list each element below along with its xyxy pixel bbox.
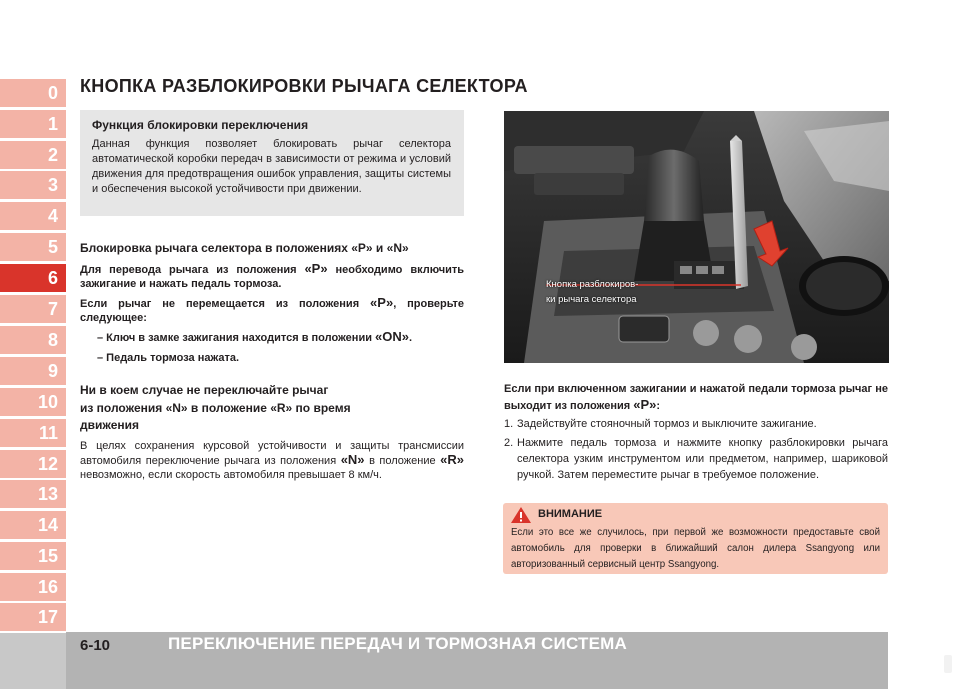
bullet1-text-b: . — [409, 332, 413, 344]
step-1-text: Задействуйте стояночный тормоз и выключите зажигание. — [517, 418, 817, 430]
warning-text: Если это все же случилось, при первой же возможности предоставьте свой автомобиль для проверки в ближайший салон дилера Ssangyong или авторизованный сервисный центр Ssangyong. — [511, 527, 880, 570]
lock-bullet-1 — [97, 330, 467, 345]
never-symbol-r: «R» — [440, 452, 464, 467]
never-heading-line-1: Ни в коем случае не переключайте рычаг — [80, 383, 329, 397]
page-title: КНОПКА РАЗБЛОКИРОВКИ РЫЧАГА СЕЛЕКТОРА — [80, 76, 528, 96]
lock-paragraph-1 — [80, 262, 464, 291]
never-text-c: невозможно, если скорость автомобиля превышает 8 км/ч. — [80, 469, 382, 481]
warning-title: ВНИМАНИЕ — [538, 508, 603, 520]
step-2-number: 2. — [504, 437, 514, 449]
page-number: 6-10 — [80, 637, 111, 654]
chapter-tab-11[interactable]: 11 — [0, 419, 66, 447]
chapter-tab-16[interactable]: 16 — [0, 573, 66, 601]
chapter-tab-14[interactable]: 14 — [0, 511, 66, 539]
lock-p2-text-b: , проверьте следующее: — [80, 298, 465, 324]
troubleshoot-text-a: Если при включенном зажигании и нажатой педали тормоза рычаг не выходит из положения — [504, 383, 888, 412]
step-1-number: 1. — [504, 418, 514, 430]
never-symbol-n: «N» — [340, 452, 365, 467]
footer-section-title: ПЕРЕКЛЮЧЕНИЕ ПЕРЕДАЧ И ТОРМОЗНАЯ СИСТЕМА — [168, 634, 627, 653]
photo-caption-line-2: ки рычага селектора — [546, 294, 637, 305]
chapter-tab-15[interactable]: 15 — [0, 542, 66, 570]
chapter-tab-5[interactable]: 5 — [0, 233, 66, 261]
chapter-tab-12[interactable]: 12 — [0, 450, 66, 478]
chapter-tab-3[interactable]: 3 — [0, 171, 66, 199]
lock-paragraph-2 — [80, 296, 464, 325]
photo-caption-line-1: Кнопка разблокиров- — [546, 279, 639, 290]
tab-strip-bottom — [0, 633, 66, 689]
chapter-tab-10[interactable]: 10 — [0, 388, 66, 416]
info-box-text: Данная функция позволяет блокировать рычаг селектора автоматической коробки передач в зависимости от режима и условий движения для предотвращения ошибок управления, защиты системы и обеспечения высокой устойчивости при движении. — [92, 138, 451, 195]
lock-p2-text-a: Если рычаг не перемещается из положения — [80, 298, 371, 310]
chapter-tab-6[interactable]: 6 — [0, 264, 66, 292]
never-heading-line-2: из положения «N» в положение «R» по время — [80, 401, 351, 415]
bullet1-text-a: – Ключ в замке зажигания находится в положении — [97, 332, 376, 344]
troubleshoot-symbol: «P» — [633, 397, 657, 412]
gear-selector-illustration — [504, 111, 889, 363]
chapter-tab-0[interactable]: 0 — [0, 79, 66, 107]
step-2-text: Нажмите педаль тормоза и нажмите кнопку разблокировки рычага селектора узким инструментом или предметом, например, шариковой ручкой. Затем переместите рычаг в требуемое положение. — [517, 437, 888, 481]
never-paragraph — [80, 439, 464, 482]
chapter-tab-17[interactable]: 17 — [0, 603, 66, 631]
chapter-tab-9[interactable]: 9 — [0, 357, 66, 385]
edge-marker — [944, 655, 952, 673]
chapter-tab-7[interactable]: 7 — [0, 295, 66, 323]
lock-heading: Блокировка рычага селектора в положениях «P» и «N» — [80, 241, 409, 255]
chapter-tab-1[interactable]: 1 — [0, 110, 66, 138]
bullet1-symbol: «ON» — [375, 329, 409, 344]
never-heading-line-3: движения — [80, 418, 140, 432]
chapter-tab-4[interactable]: 4 — [0, 202, 66, 230]
lock-p1-symbol: «P» — [304, 261, 328, 276]
troubleshoot-text-b: : — [656, 400, 661, 412]
gear-selector-photo — [504, 111, 889, 363]
photo-caption — [546, 277, 638, 307]
step-1 — [504, 416, 888, 432]
step-2 — [504, 435, 888, 483]
troubleshoot-heading — [504, 382, 888, 414]
lock-p2-symbol: «P» — [370, 295, 394, 310]
never-text-a: В целях сохранения курсовой устойчивости и защиты трансмиссии автомобиля переключение рычага из положения — [80, 440, 464, 467]
lock-p1-text-a: Для перевода рычага из положения — [80, 264, 305, 276]
chapter-tab-2[interactable]: 2 — [0, 141, 66, 169]
chapter-tab-8[interactable]: 8 — [0, 326, 66, 354]
info-box-title: Функция блокировки переключения — [92, 118, 309, 132]
never-text-b: в положение — [364, 455, 441, 467]
warning-icon — [511, 507, 531, 523]
lock-bullet-2: – Педаль тормоза нажата. — [97, 352, 240, 364]
lock-p1-text-b: необходимо включить зажигание и нажать педаль тормоза. — [80, 264, 464, 290]
chapter-tab-13[interactable]: 13 — [0, 480, 66, 508]
